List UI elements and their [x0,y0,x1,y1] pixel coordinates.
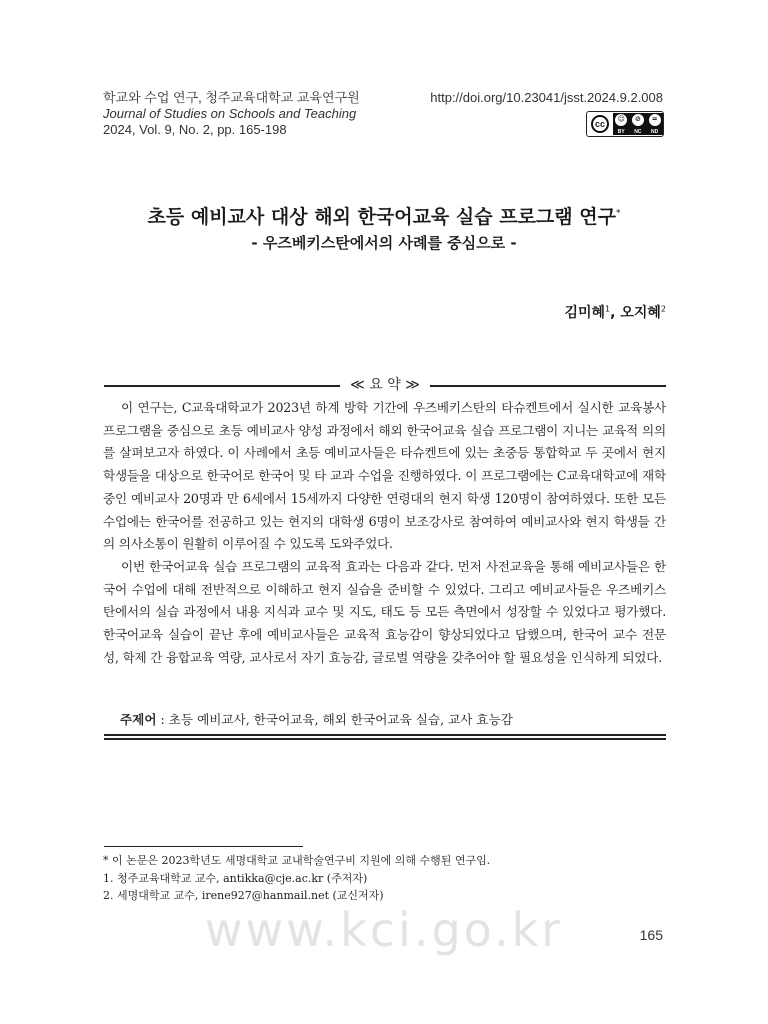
author-name: 오지혜 [620,305,661,321]
author-list [564,302,666,322]
cc-label-nc: NC [634,129,642,135]
nd-equals-icon: = [649,114,661,126]
footnote-rule [104,846,303,847]
paper-title [0,202,768,229]
paper-subtitle: - 우즈베키스탄에서의 사례를 중심으로 - [251,234,517,252]
author-affil-mark: 1 [605,304,611,314]
kci-watermark: www.kci.go.kr [204,903,564,957]
page-number: 165 [639,927,663,943]
author-separator: , [610,305,621,321]
by-person-icon: ☺ [615,114,627,126]
volume-line: 2024, Vol. 9, No. 2, pp. 165-198 [103,122,287,137]
cc-license-badge[interactable] [586,111,664,137]
doi-link[interactable]: http://doi.org/10.23041/jsst.2024.9.2.008 [430,90,663,105]
abstract-heading-label: ≪ 요 약 ≫ [350,377,420,393]
footnote-funding: * 이 논문은 2023학년도 세명대학교 교내학술연구비 지원에 의해 수행된 연구임. [103,854,491,867]
running-header [103,90,360,138]
abstract-bottom-rule-2 [104,738,666,740]
keywords-label: 주제어 [120,712,157,727]
cc-label-nd: ND [650,129,659,135]
author-name: 김미혜 [564,305,606,321]
nc-dollar-icon: ⊘ [632,114,644,126]
cc-label-by: BY [617,129,625,135]
publisher-line: 학교와 수업 연구, 청주교육대학교 교육연구원 [103,90,360,105]
keywords-line [120,709,513,728]
paper-title-text: 초등 예비교사 대상 해외 한국어교육 실습 프로그램 연구 [147,206,616,228]
abstract-body [103,397,666,669]
title-footnote-mark: * [615,208,621,219]
abstract-bottom-rule [104,734,666,736]
author-affil-mark: 2 [660,304,666,314]
cc-icon: cc [591,115,609,133]
abstract-heading [104,375,666,395]
journal-name: Journal of Studies on Schools and Teaching [103,106,357,121]
footnote-author-1: 1. 청주교육대학교 교수, antikka@cje.ac.kr (주저자) [103,872,368,885]
keywords-text: : 초등 예비교사, 한국어교육, 해외 한국어교육 실습, 교사 효능감 [156,712,513,727]
footnote-author-2: 2. 세명대학교 교수, irene927@hanmail.net (교신저자) [103,889,384,902]
abstract-paragraph: 이 연구는, C교육대학교가 2023년 하계 방학 기간에 우즈베키스탄의 타슈켄트에서 실시한 교육봉사 프로그램을 중심으로 초등 예비교사 양성 과정에서 해외 한국어교육 실습 프로그램이 지니는 교육적 의의를 살펴보고자 하였다. 이 사례에서 초등 예비교사들은 타슈켄트에 있는 초중등 통합학교 두 곳에서 현지 학생들을 대상으로 한국어로 한국어 및 타 교과 수업을 진행하였다. 이 프로그램에는 C교육대학교에 재학 중인 예비교사 20명과 만 6세에서 15세까지 다양한 연령대의 현지 학생 120명이 참여하였다. 또한 모든 수업에는 한국어를 전공하고 있는 현지의 대학생 6명이 보조강사로 참여하여 예비교사와 현지 학생들 간의 의사소통이 원활히 이루어질 수 있도록 도와주었다. [103,400,666,552]
abstract-paragraph: 이번 한국어교육 실습 프로그램의 교육적 효과는 다음과 같다. 먼저 사전교육을 통해 예비교사들은 한국어 수업에 대해 전반적으로 이해하고 현지 실습을 준비할 수 있었다. 그리고 예비교사들은 우즈베키스탄에서의 실습 과정에서 내용 지식과 교수 및 지도, 태도 등 모든 측면에서 성장할 수 있었다고 평가했다. 한국어교육 실습이 끝난 후에 예비교사들은 교육적 효능감이 향상되었다고 답했으며, 한국어 교수 전문성, 학제 간 융합교육 역량, 교사로서 자기 효능감, 글로벌 역량을 갖추어야 할 필요성을 인식하게 되었다. [103,558,666,665]
